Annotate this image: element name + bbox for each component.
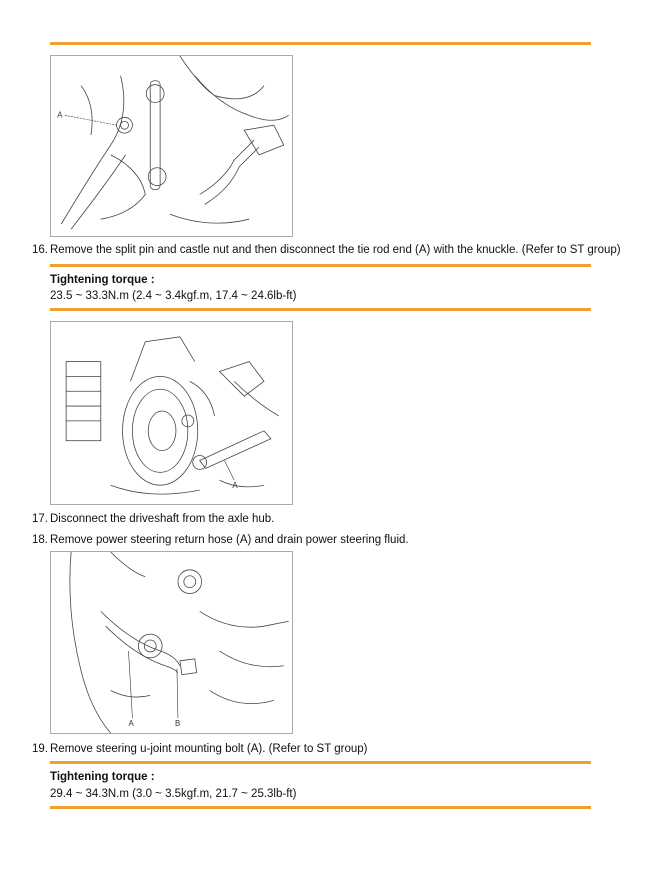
step-17 [32,512,274,526]
stabilizer-link-illustration [50,55,293,237]
torque1-label: Tightening torque : [50,274,155,286]
torque2-value: 29.4 ~ 34.3N.m (3.0 ~ 3.5kgf.m, 21.7 ~ 25.3lb-ft) [50,788,297,800]
power-steering-hose-drawing [51,552,292,733]
torque1-bottom-divider [50,308,591,311]
top-divider [50,42,591,45]
tie-rod-end-illustration [50,321,293,505]
tie-rod-end-drawing [51,322,292,504]
step-16 [32,243,621,257]
callout-a-label: A [232,481,238,491]
step-text: Remove power steering return hose (A) and drain power steering fluid. [50,534,409,546]
step-19 [32,742,367,756]
step-text: Remove steering u-joint mounting bolt (A). (Refer to ST group) [50,743,368,755]
callout-a-label: A [128,719,134,729]
stabilizer-link-drawing [51,56,292,236]
step-number: 18. [32,534,48,546]
torque2-bottom-divider [50,806,591,809]
torque2-label: Tightening torque : [50,771,155,783]
torque2-top-divider [50,761,591,764]
callout-a-label: A [57,110,63,120]
step-number: 16. [32,244,48,256]
torque1-value: 23.5 ~ 33.3N.m (2.4 ~ 3.4kgf.m, 17.4 ~ 24.6lb-ft) [50,290,297,302]
step-number: 17. [32,513,48,525]
step-18 [32,533,409,547]
step-text: Remove the split pin and castle nut and then disconnect the tie rod end (A) with the knuckle. (Refer to ST group) [50,244,621,256]
callout-b-label: B [174,719,181,729]
step-number: 19. [32,743,48,755]
step-text: Disconnect the driveshaft from the axle hub. [50,513,275,525]
power-steering-hose-illustration [50,551,293,734]
torque1-top-divider [50,264,591,267]
